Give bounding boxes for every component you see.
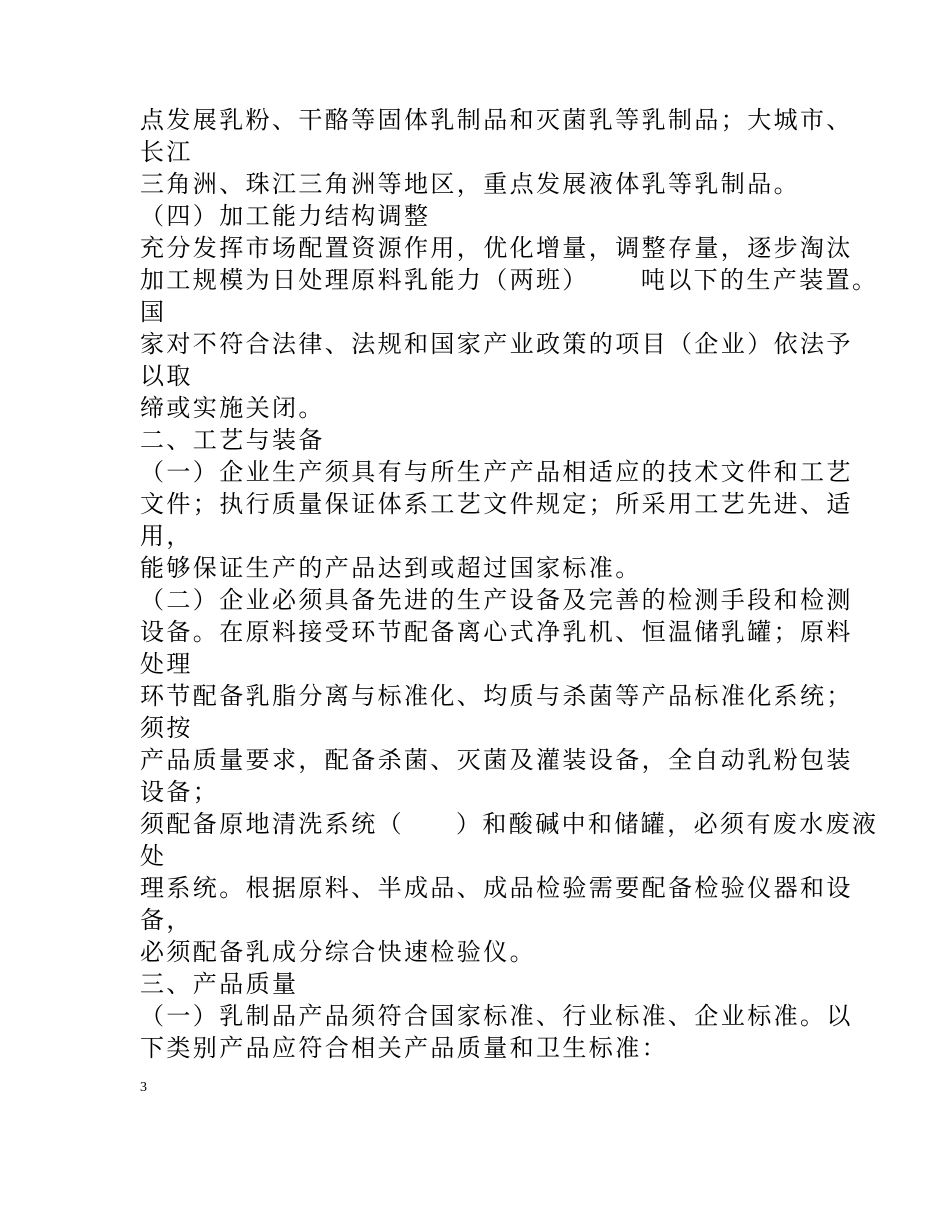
text-line: （二）企业必须具备先进的生产设备及完善的检测手段和检测 <box>140 586 853 614</box>
text-line <box>140 264 879 296</box>
text-line: 家对不符合法律、法规和国家产业政策的项目（企业）依法予 <box>140 330 853 358</box>
text-line: （一）乳制品产品须符合国家标准、行业标准、企业标准。以 <box>140 1002 853 1030</box>
text-line: 缔或实施关闭。 <box>140 394 325 422</box>
text-line: 设备； <box>140 778 220 806</box>
text-line <box>140 808 879 840</box>
text-line: 产品质量要求，配备杀菌、灭菌及灌装设备，全自动乳粉包装 <box>140 746 853 774</box>
text-line: 备， <box>140 906 193 934</box>
text-line: 须按 <box>140 714 193 742</box>
text-line: 三角洲、珠江三角洲等地区，重点发展液体乳等乳制品。 <box>140 170 800 198</box>
text-line: 设备。在原料接受环节配备离心式净乳机、恒温储乳罐；原料 <box>140 618 853 646</box>
text-line: 国 <box>140 298 167 326</box>
text-line: 文件；执行质量保证体系工艺文件规定；所采用工艺先进、适 <box>140 490 853 518</box>
text-line: 处理 <box>140 650 193 678</box>
text-fragment: 加工规模为日处理原料乳能力（两班） <box>140 266 589 294</box>
text-line: 充分发挥市场配置资源作用，优化增量，调整存量，逐步淘汰 <box>140 234 853 262</box>
section-heading: 二、工艺与装备 <box>140 426 325 454</box>
text-fragment: ）和酸碱中和储罐，必须有废水废液 <box>456 810 879 838</box>
section-heading: （四）加工能力结构调整 <box>140 202 431 230</box>
text-line: 下类别产品应符合相关产品质量和卫生标准： <box>140 1034 668 1062</box>
text-line: （一）企业生产须具有与所生产产品相适应的技术文件和工艺 <box>140 458 853 486</box>
text-line: 处 <box>140 842 167 870</box>
section-heading: 三、产品质量 <box>140 970 299 998</box>
text-line: 必须配备乳成分综合快速检验仪。 <box>140 938 536 966</box>
text-line: 能够保证生产的产品达到或超过国家标准。 <box>140 554 642 582</box>
text-line: 理系统。根据原料、半成品、成品检验需要配备检验仪器和设 <box>140 874 853 902</box>
text-fragment: 须配备原地清洗系统（ <box>140 810 404 838</box>
text-fragment: 吨以下的生产装置。 <box>640 266 879 294</box>
page-number: 3 <box>140 1080 147 1095</box>
text-line: 用， <box>140 522 193 550</box>
text-line: 长江 <box>140 138 193 166</box>
text-line: 环节配备乳脂分离与标准化、均质与杀菌等产品标准化系统； <box>140 682 853 710</box>
document-body <box>140 104 879 1064</box>
text-line: 以取 <box>140 362 193 390</box>
text-line: 点发展乳粉、干酪等固体乳制品和灭菌乳等乳制品；大城市、 <box>140 106 853 134</box>
